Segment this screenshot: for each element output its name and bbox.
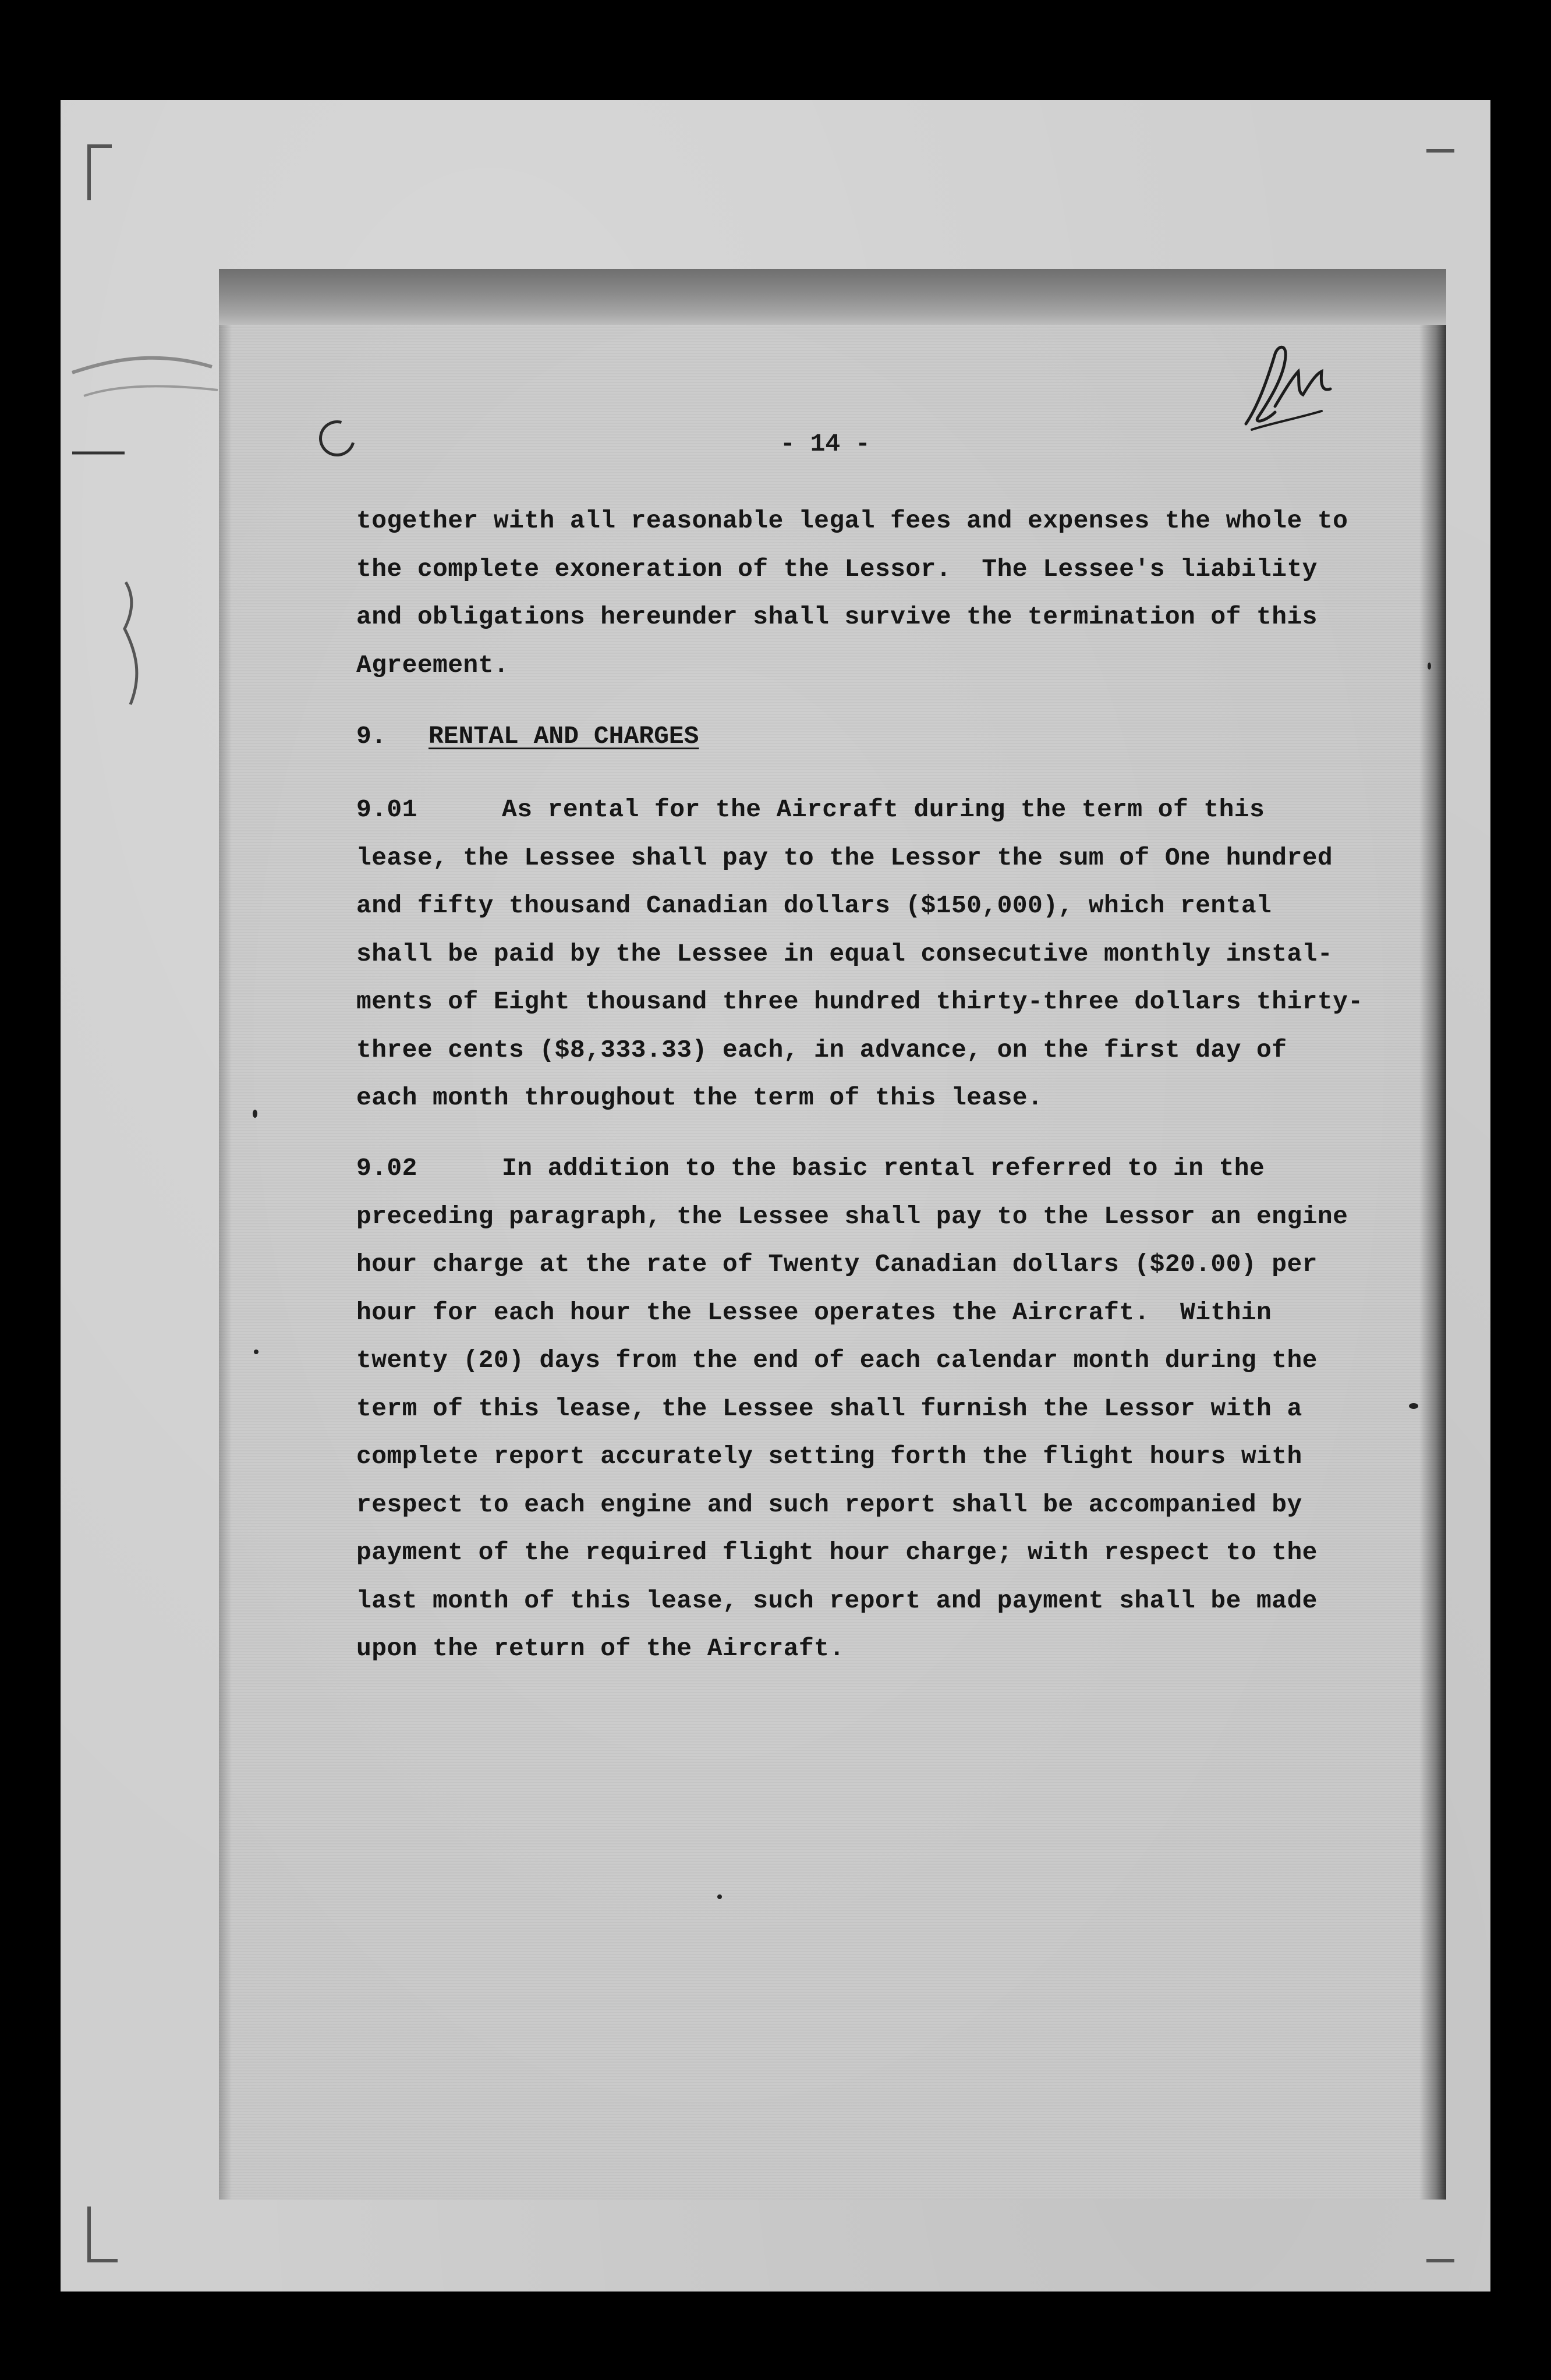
paragraph-line: last month of this lease, such report and payment shall be made [356, 1586, 1318, 1615]
paragraph-number: 9.02 [356, 1154, 417, 1182]
page-top-shadow [219, 269, 1446, 325]
page-left-edge [219, 325, 232, 2200]
intro-line: together with all reasonable legal fees and expenses the whole to [356, 507, 1348, 535]
paragraph-line: In addition to the basic rental referred to in the [502, 1154, 1265, 1182]
paragraph-line: three cents ($8,333.33) each, in advance, on the first day of [356, 1035, 1287, 1064]
section-number: 9. [356, 722, 387, 750]
paragraph-first-line [356, 1145, 1358, 1193]
paragraph-line: upon the return of the Aircraft. [356, 1634, 845, 1663]
paragraph-line: lease, the Lessee shall pay to the Lessor the sum of One hundred [356, 843, 1333, 872]
paragraph-line: each month throughout the term of this lease. [356, 1083, 1043, 1112]
ink-speck [254, 1350, 258, 1354]
paragraph-line: term of this lease, the Lessee shall furnish the Lessor with a [356, 1394, 1302, 1423]
section-title: RENTAL AND CHARGES [429, 722, 699, 750]
intro-line: Agreement. [356, 650, 509, 679]
paragraph-line: shall be paid by the Lessee in equal consecutive monthly instal- [356, 939, 1333, 968]
ink-speck [1428, 663, 1431, 670]
paragraph-line: payment of the required flight hour charge; with respect to the [356, 1538, 1318, 1567]
intro-line: the complete exoneration of the Lessor. The Lessee's liability [356, 554, 1318, 583]
paragraph-line: preceding paragraph, the Lessee shall pay to the Lessor an engine [356, 1202, 1348, 1231]
paragraph-line: hour charge at the rate of Twenty Canadian dollars ($20.00) per [356, 1250, 1318, 1278]
paragraph-line: respect to each engine and such report shall be accompanied by [356, 1490, 1302, 1519]
paragraph-line: As rental for the Aircraft during the term of this [502, 795, 1265, 824]
paragraph-line: twenty (20) days from the end of each calendar month during the [356, 1346, 1318, 1375]
ink-speck [1409, 1403, 1418, 1409]
page-number: - 14 - [780, 430, 870, 458]
crop-mark-bottom-left [87, 2207, 118, 2262]
page-right-edge [1419, 325, 1446, 2200]
crop-mark-top-right [1426, 149, 1454, 158]
paragraph-line: complete report accurately setting forth the flight hours with [356, 1442, 1302, 1471]
paragraph-line: hour for each hour the Lessee operates the Aircraft. Within [356, 1298, 1272, 1327]
crop-mark-top-left [87, 144, 112, 200]
paragraph-9-02 [356, 1145, 1358, 1673]
handwritten-initials [1234, 337, 1339, 435]
paragraph-line: ments of Eight thousand three hundred thirty-three dollars thirty- [356, 987, 1364, 1016]
paragraph-9-01 [356, 786, 1364, 1122]
ink-speck [253, 1110, 257, 1118]
ink-speck [717, 1894, 722, 1899]
crop-mark-bottom-right [1426, 2253, 1454, 2262]
paragraph-first-line [356, 786, 1358, 834]
section-heading [356, 722, 699, 750]
intro-line: and obligations hereunder shall survive the termination of this [356, 603, 1318, 631]
paragraph-number: 9.01 [356, 795, 417, 824]
intro-paragraph [356, 497, 1358, 689]
paragraph-line: and fifty thousand Canadian dollars ($150,000), which rental [356, 891, 1272, 920]
margin-scribble [61, 326, 235, 734]
